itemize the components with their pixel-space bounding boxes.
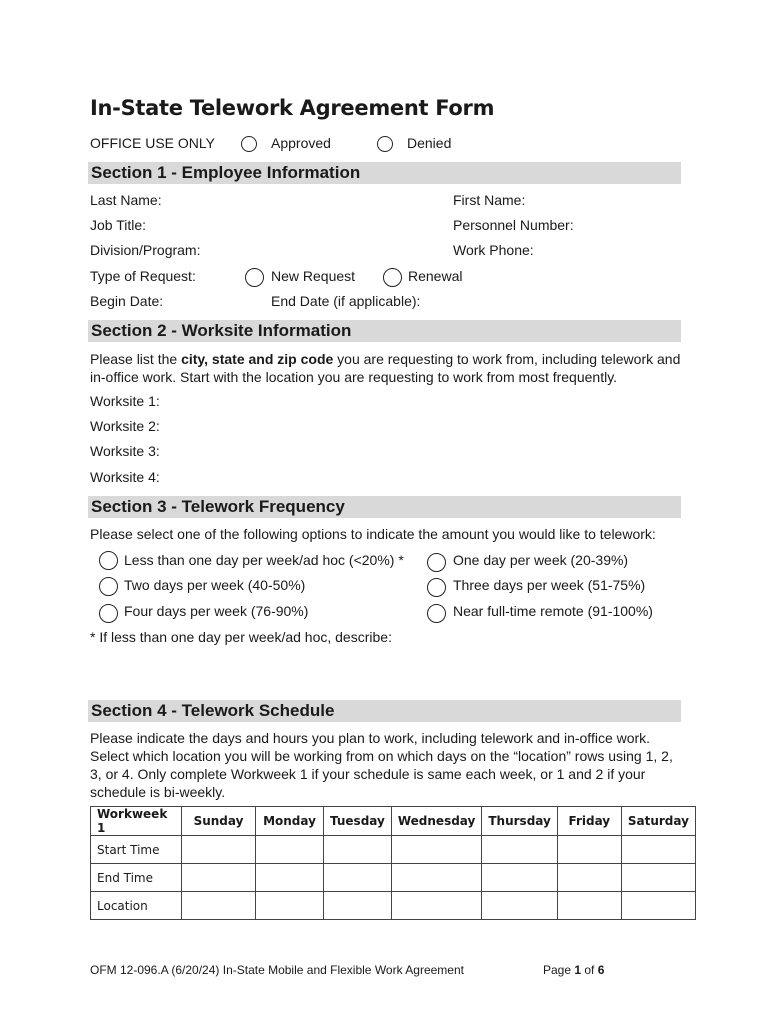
table-cell[interactable] [182, 892, 256, 920]
page-prefix: Page [543, 963, 575, 977]
table-header: Sunday [182, 807, 256, 836]
table-row [91, 864, 696, 892]
freq-option-6-label: Near full-time remote (91-100%) [453, 603, 653, 619]
personnel-number-label: Personnel Number: [453, 217, 574, 233]
schedule-table [90, 806, 696, 920]
table-cell[interactable] [621, 836, 695, 864]
row-label-location: Location [91, 892, 182, 920]
page-title: In-State Telework Agreement Form [90, 96, 495, 120]
row-label-end-time: End Time [91, 864, 182, 892]
section-4-heading: Section 4 - Telework Schedule [88, 700, 681, 722]
type-of-request-label: Type of Request: [90, 268, 196, 284]
section-2-intro [90, 350, 690, 386]
freq-option-4-radio[interactable] [427, 578, 446, 597]
table-cell[interactable] [256, 836, 324, 864]
begin-date-label: Begin Date: [90, 293, 164, 309]
freq-option-6-radio[interactable] [427, 604, 446, 623]
table-cell[interactable] [256, 892, 324, 920]
worksite-4-label: Worksite 4: [90, 469, 160, 485]
table-cell[interactable] [391, 864, 482, 892]
denied-label: Denied [407, 135, 452, 151]
renewal-radio[interactable] [383, 268, 402, 287]
new-request-label: New Request [271, 268, 356, 284]
table-cell[interactable] [324, 892, 392, 920]
freq-option-1-radio[interactable] [99, 551, 118, 570]
section-2-heading: Section 2 - Worksite Information [88, 320, 681, 342]
freq-option-2-radio[interactable] [427, 553, 446, 572]
table-cell[interactable] [482, 892, 557, 920]
job-title-label: Job Title: [90, 217, 147, 233]
row-label-start-time: Start Time [91, 836, 182, 864]
renewal-label: Renewal [408, 268, 463, 284]
table-cell[interactable] [482, 864, 557, 892]
denied-radio[interactable] [377, 136, 393, 152]
office-use-label: OFFICE USE ONLY [90, 135, 215, 151]
section-4-intro: Please indicate the days and hours you plan to work, including telework and in-office work. Select which location you will be working from on which days on the “location” rows using 1, 2, 3, or 4. Only complete Workweek 1 if your schedule is same each week, or 1 and 2 if your schedule is bi-weekly. [90, 730, 673, 800]
section-2-intro-after: you are requesting to work from, including telework and in-office work. Start with the location you are requesting to work from most frequently. [90, 351, 681, 385]
worksite-2-label: Worksite 2: [90, 418, 160, 434]
table-cell[interactable] [391, 836, 482, 864]
end-date-label: End Date (if applicable): [271, 293, 421, 309]
first-name-label: First Name: [453, 192, 526, 208]
page-of: of [581, 963, 598, 977]
freq-option-3-radio[interactable] [99, 577, 118, 596]
table-cell[interactable] [182, 864, 256, 892]
table-row [91, 836, 696, 864]
page-total: 6 [597, 963, 605, 977]
freq-option-5-label: Four days per week (76-90%) [124, 603, 309, 619]
division-label: Division/Program: [90, 242, 201, 258]
section-2-intro-before: Please list the [90, 351, 182, 367]
table-header: Wednesday [391, 807, 482, 836]
table-cell[interactable] [256, 864, 324, 892]
table-header: Thursday [482, 807, 557, 836]
table-cell[interactable] [182, 836, 256, 864]
table-cell[interactable] [324, 864, 392, 892]
worksite-3-label: Worksite 3: [90, 443, 160, 459]
footer-page-number [543, 963, 604, 977]
table-header: Workweek 1 [91, 807, 182, 836]
table-cell[interactable] [482, 836, 557, 864]
table-cell[interactable] [391, 892, 482, 920]
approved-label: Approved [271, 135, 331, 151]
freq-option-2-label: One day per week (20-39%) [453, 552, 629, 568]
footer-form-id: OFM 12-096.A (6/20/24) In-State Mobile and Flexible Work Agreement [90, 963, 464, 977]
last-name-label: Last Name: [90, 192, 162, 208]
table-header: Tuesday [324, 807, 392, 836]
new-request-radio[interactable] [245, 268, 264, 287]
table-cell[interactable] [621, 892, 695, 920]
table-header-row [91, 807, 696, 836]
section-2-intro-bold: city, state and zip code [181, 351, 334, 367]
work-phone-label: Work Phone: [453, 242, 534, 258]
table-cell[interactable] [557, 864, 621, 892]
table-cell[interactable] [621, 864, 695, 892]
section-1-heading: Section 1 - Employee Information [88, 162, 681, 184]
table-header: Monday [256, 807, 324, 836]
approved-radio[interactable] [241, 136, 257, 152]
freq-option-4-label: Three days per week (51-75%) [453, 577, 646, 593]
table-row [91, 892, 696, 920]
table-cell[interactable] [557, 836, 621, 864]
table-header: Friday [557, 807, 621, 836]
worksite-1-label: Worksite 1: [90, 393, 160, 409]
table-header: Saturday [621, 807, 695, 836]
section-3-intro: Please select one of the following options to indicate the amount you would like to telework: [90, 526, 656, 542]
table-cell[interactable] [557, 892, 621, 920]
freq-option-1-label: Less than one day per week/ad hoc (<20%) * [124, 552, 404, 568]
freq-option-5-radio[interactable] [99, 604, 118, 623]
section-3-heading: Section 3 - Telework Frequency [88, 496, 681, 518]
table-cell[interactable] [324, 836, 392, 864]
freq-option-3-label: Two days per week (40-50%) [124, 577, 306, 593]
page-num: 1 [574, 963, 582, 977]
ad-hoc-note: * If less than one day per week/ad hoc, describe: [90, 629, 392, 645]
